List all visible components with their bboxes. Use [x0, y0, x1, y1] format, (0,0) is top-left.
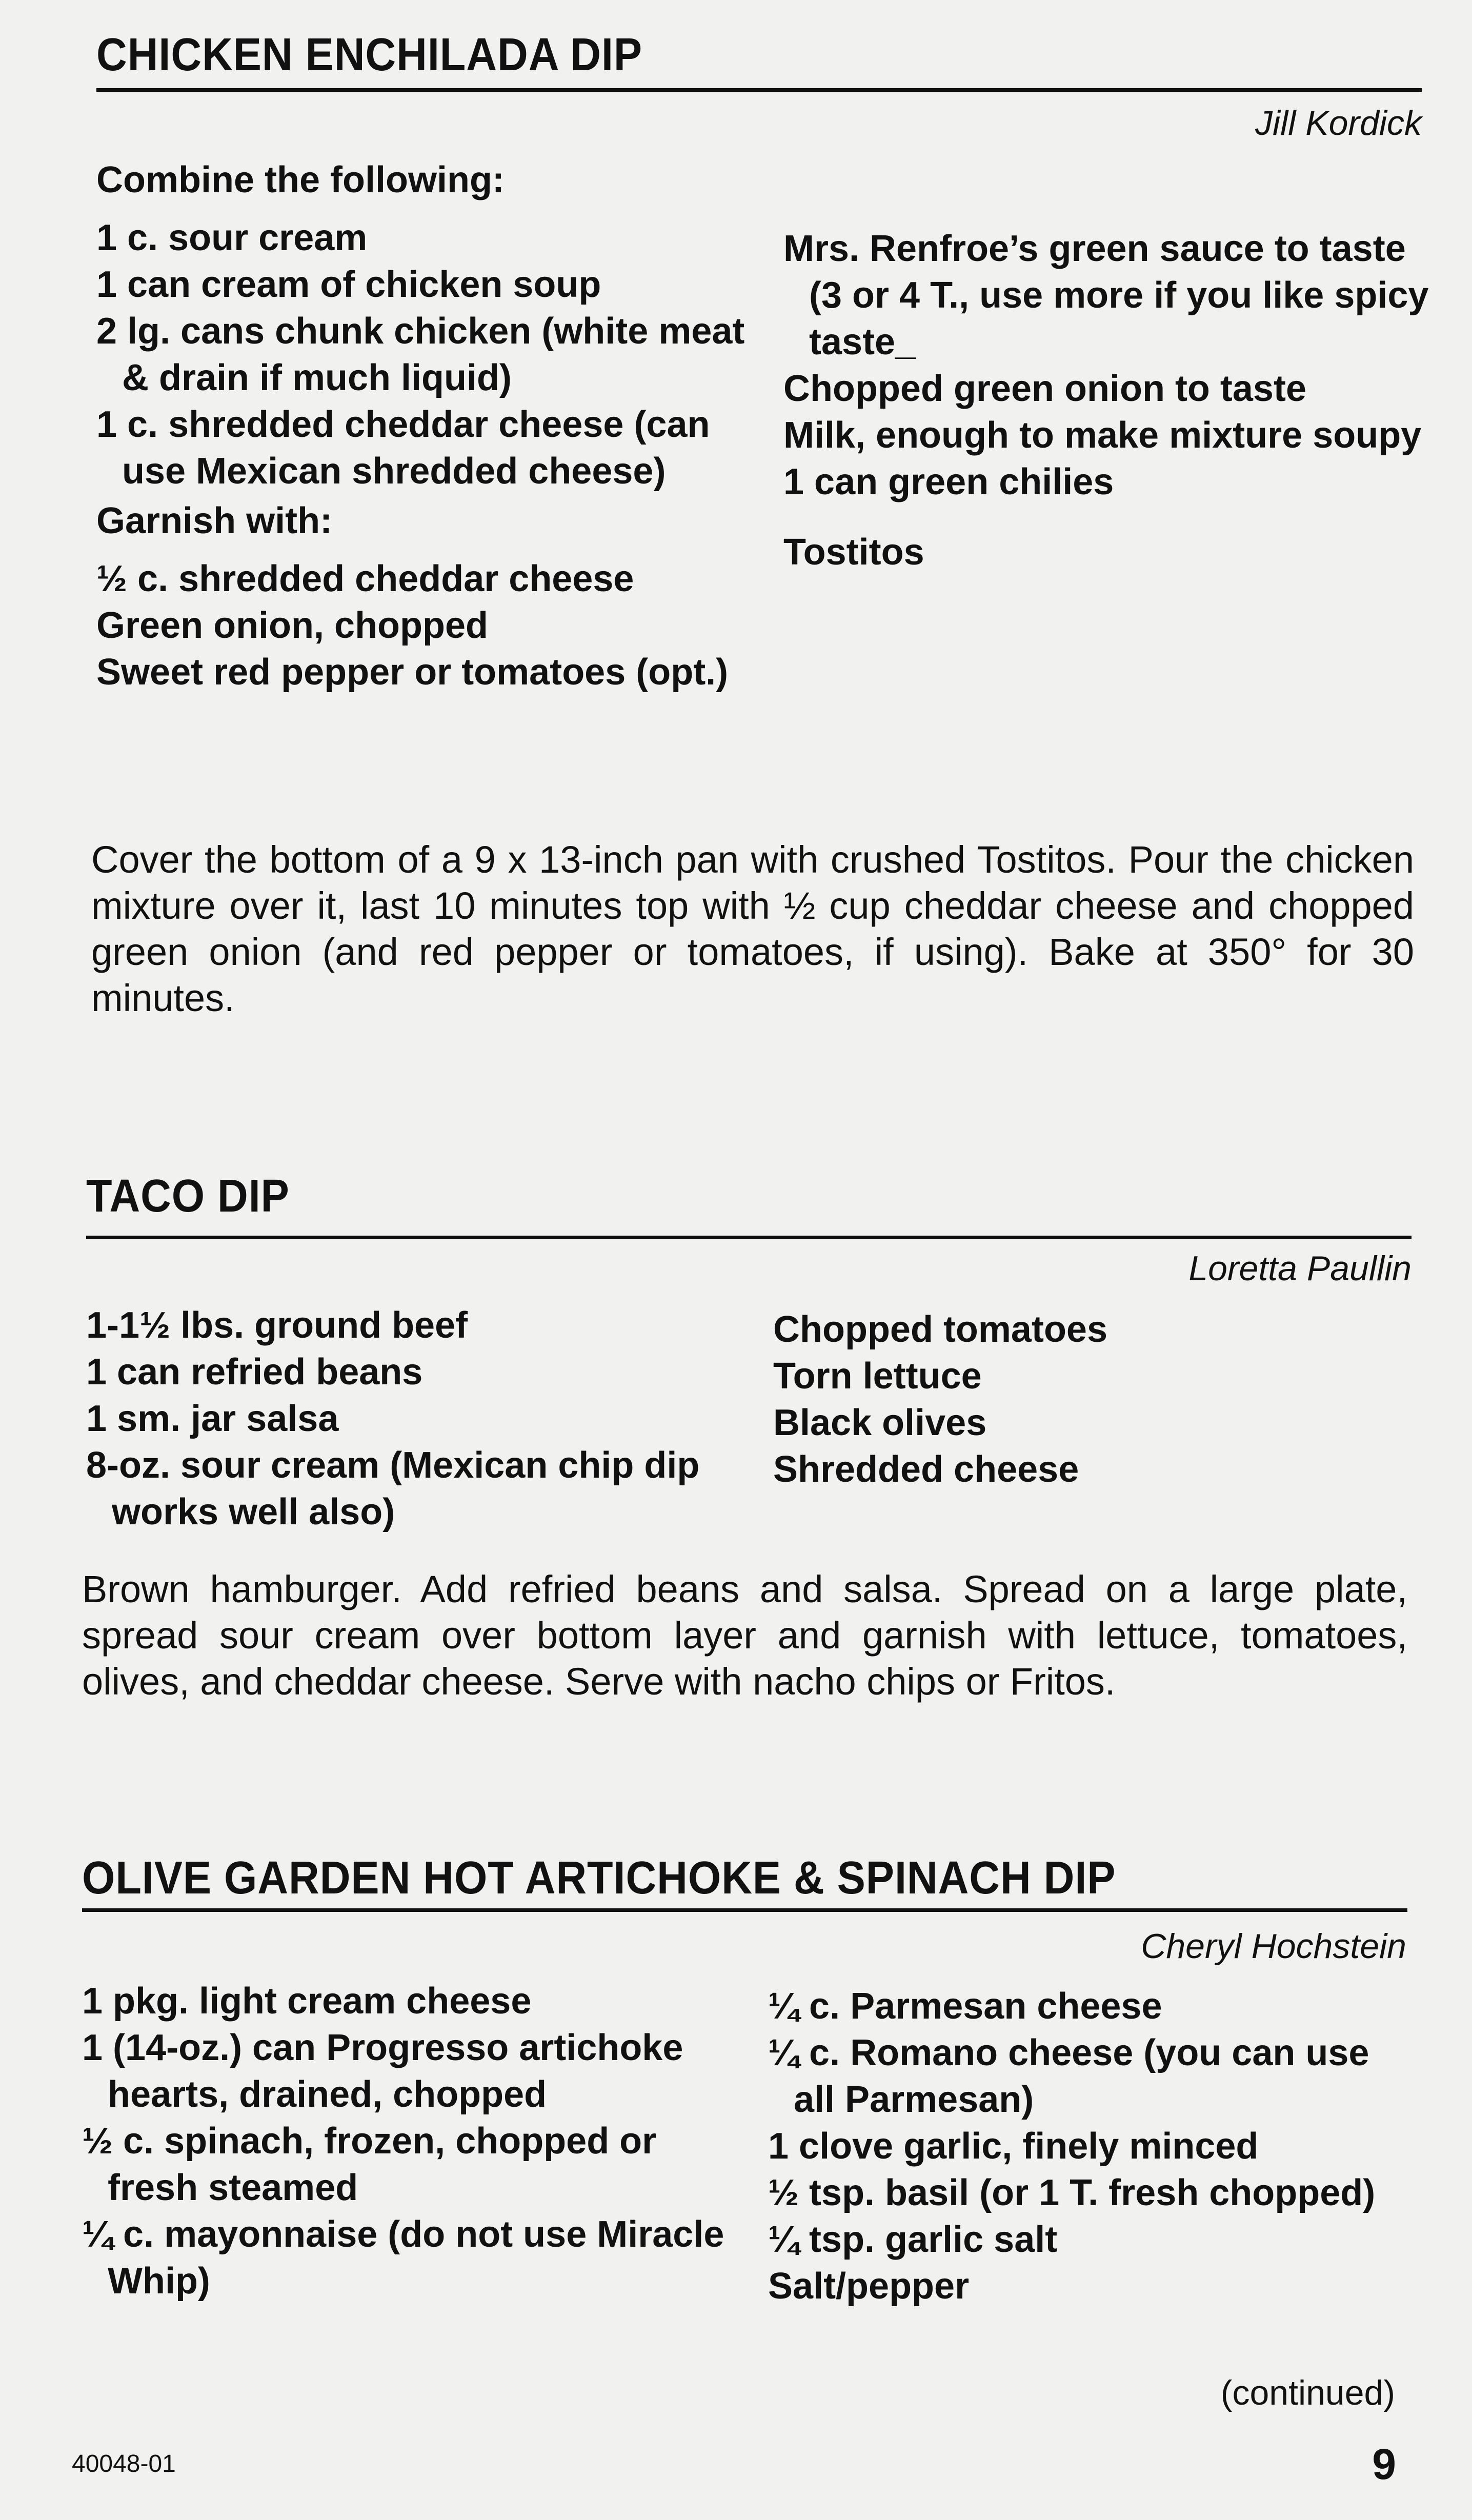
- recipe-title: CHICKEN ENCHILADA DIP: [96, 29, 643, 80]
- garnish-item: Sweet red pepper or tomatoes (opt.): [96, 652, 729, 693]
- ingredient-list-right: [783, 226, 1429, 576]
- ingredient-item: 1 c. shredded cheddar cheese (can use Mexican shredded cheese): [96, 404, 710, 492]
- title-rule: [82, 1908, 1407, 1912]
- ingredient-item: Black olives: [773, 1402, 987, 1443]
- ingredient-item: 1 sm. jar salsa: [86, 1398, 339, 1439]
- ingredient-list-right: [773, 1306, 1419, 1493]
- title-rule: [96, 88, 1422, 92]
- ingredient-item: Torn lettuce: [773, 1356, 982, 1397]
- ingredient-list-left: [82, 1978, 728, 2305]
- ingredient-list-right: [768, 1983, 1417, 2310]
- recipe-instructions: Brown hamburger. Add refried beans and salsa. Spread on a large plate, spread sour cream over bottom layer and garnish with lettuce, tomatoes, olives, and cheddar cheese. Serve with nacho chips or Fritos.: [82, 1568, 1407, 1703]
- ingredient-item: ½ c. spinach, frozen, chopped or fresh steamed: [82, 2121, 657, 2208]
- recipe-author: Jill Kordick: [1255, 104, 1422, 143]
- ingredient-item: ¼ c. Romano cheese (you can use all Parmesan): [768, 2032, 1369, 2120]
- ingredient-item: Tostitos: [783, 532, 924, 573]
- ingredient-list-left: [86, 1302, 737, 1536]
- recipe-author: Cheryl Hochstein: [1141, 1927, 1406, 1966]
- ingredient-item: 1 clove garlic, finely minced: [768, 2126, 1259, 2167]
- ingredient-item: 1-1½ lbs. ground beef: [86, 1305, 468, 1346]
- ingredient-label: Combine the following:: [96, 159, 505, 200]
- recipe-instructions: Cover the bottom of a 9 x 13-inch pan with crushed Tostitos. Pour the chicken mixture over it, last 10 minutes top with ½ cup cheddar cheese and chopped green onion (and red pepper or tomatoes, if using). Bake at 350° for 30 minutes.: [91, 838, 1414, 1019]
- ingredient-item: ¼ c. Parmesan cheese: [768, 1986, 1162, 2027]
- ingredient-item: Salt/pepper: [768, 2266, 970, 2307]
- ingredient-item: ½ tsp. basil (or 1 T. fresh chopped): [768, 2172, 1376, 2213]
- ingredient-item: 2 lg. cans chunk chicken (white meat & drain if much liquid): [96, 311, 745, 398]
- ingredient-item: Shredded cheese: [773, 1449, 1079, 1490]
- continued-note: (continued): [1220, 2373, 1395, 2412]
- ingredient-list-left: [96, 154, 748, 696]
- recipe-title: TACO DIP: [86, 1171, 290, 1222]
- page-number: 9: [1372, 2440, 1396, 2488]
- ingredient-item: 1 c. sour cream: [96, 217, 368, 258]
- ingredient-item: 1 (14-oz.) can Progresso artichoke hearts, drained, chopped: [82, 2027, 683, 2115]
- ingredient-item: Chopped green onion to taste: [783, 368, 1306, 409]
- ingredient-item: Milk, enough to make mixture soupy: [783, 415, 1422, 456]
- ingredient-item: 1 can green chilies: [783, 461, 1114, 502]
- garnish-item: Green onion, chopped: [96, 605, 489, 646]
- ingredient-item: Mrs. Renfroe’s green sauce to taste (3 or 4 T., use more if you like spicy taste_: [783, 228, 1429, 362]
- ingredient-item: 1 can cream of chicken soup: [96, 264, 601, 305]
- footer-code: 40048-01: [72, 2450, 176, 2477]
- title-rule: [86, 1236, 1411, 1239]
- ingredient-item: ¼ c. mayonnaise (do not use Miracle Whip): [82, 2214, 724, 2302]
- ingredient-item: 1 pkg. light cream cheese: [82, 1981, 532, 2022]
- ingredient-item: 1 can refried beans: [86, 1352, 423, 1393]
- garnish-label: Garnish with:: [96, 500, 333, 541]
- ingredient-item: Chopped tomatoes: [773, 1309, 1108, 1350]
- recipe-title: OLIVE GARDEN HOT ARTICHOKE & SPINACH DIP: [82, 1852, 1116, 1904]
- recipe-author: Loretta Paullin: [1188, 1249, 1411, 1288]
- garnish-item: ½ c. shredded cheddar cheese: [96, 558, 634, 599]
- ingredient-item: ¼ tsp. garlic salt: [768, 2219, 1058, 2260]
- ingredient-item: 8-oz. sour cream (Mexican chip dip works well also): [86, 1445, 700, 1533]
